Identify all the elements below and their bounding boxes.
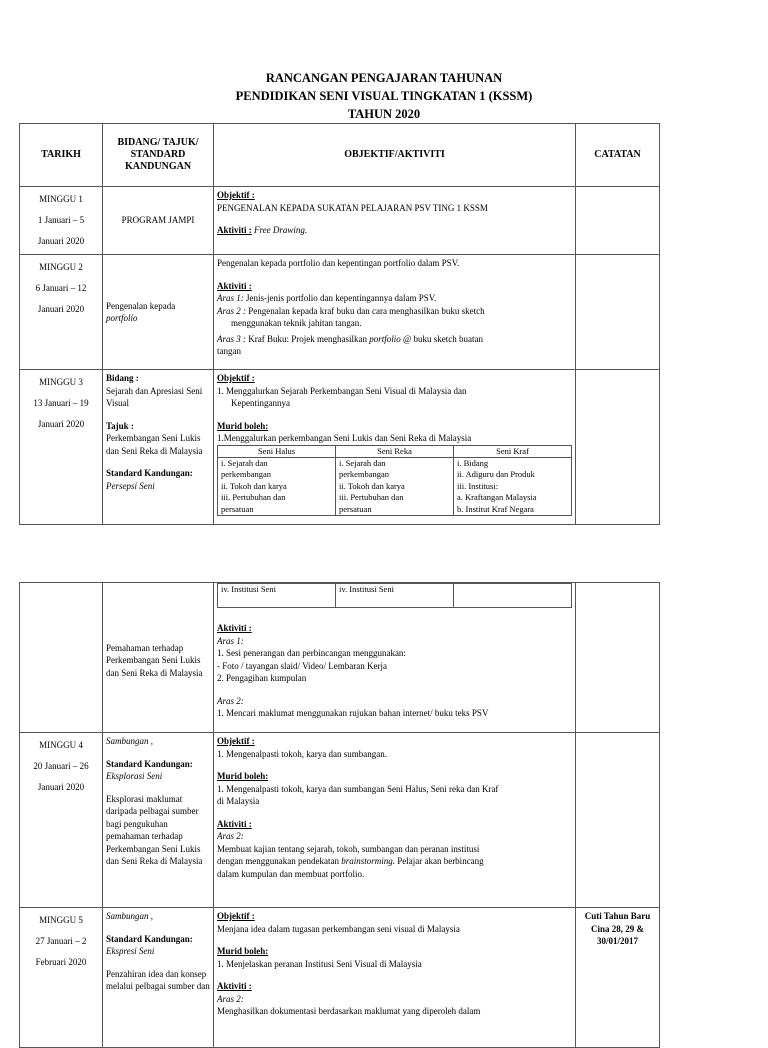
week4-objective-text: 1. Mengenalpasti tokoh, karya dan sumbangan. <box>217 748 387 759</box>
week3-tajuk-label: Tajuk : <box>106 420 134 431</box>
week1-bidang-cell <box>103 187 214 255</box>
week3-sk-text: Persepsi Seni <box>106 480 155 491</box>
week5-murid-text: 1. Menjelaskan peranan Institusi Seni Visual di Malaysia <box>217 958 422 969</box>
week4-date-end: Januari 2020 <box>37 782 85 792</box>
week3-date-end: Januari 2020 <box>37 419 85 429</box>
week2-bidang-text: Pengenalan kepada <box>106 300 176 311</box>
list-item: perkembangan <box>339 469 390 479</box>
week1-date-cell <box>20 187 103 255</box>
week4-activity-b <box>217 855 572 868</box>
week4-murid-b: di Malaysia <box>217 796 260 806</box>
list-item: persatuan <box>221 503 254 514</box>
week4-date-start: 20 Januari – 26 <box>33 761 89 771</box>
week2-aras2-label: Aras 2 : <box>217 305 246 316</box>
week1-label: MINGGU 1 <box>39 194 83 204</box>
week3-label: MINGGU 3 <box>39 377 83 387</box>
table-header-row <box>20 124 660 187</box>
week1-objective-cell <box>214 187 576 255</box>
list-item: a. Kraftangan Malaysia <box>457 492 537 502</box>
week2-date-cell <box>20 255 103 370</box>
col-header-catatan: CATATAN <box>576 124 660 187</box>
week3-objective-cell <box>214 370 576 525</box>
week4-sambungan: Sambungan , <box>106 736 153 746</box>
subtable-halus-cont: iv. Institusi Seni <box>218 584 336 608</box>
week3-tajuk-text: Perkembangan Seni Lukis dan Seni Reka di Malaysia <box>106 433 203 456</box>
week3c-activity-label: Aktiviti : <box>217 623 252 633</box>
week4-activity-a: Membuat kajian tentang sejarah, tokoh, sumbangan dan peranan institusi <box>217 843 480 854</box>
week2-label: MINGGU 2 <box>39 262 83 272</box>
subtable-halus-cell <box>218 457 336 516</box>
week1-activity <box>217 224 572 237</box>
col-header-tarikh: TARIKH <box>20 124 103 187</box>
list-item: i. Sejarah dan <box>221 457 268 468</box>
week3-subtable <box>217 445 572 517</box>
list-item: ii. Tokoh dan karya <box>221 480 287 491</box>
week2-aras3 <box>217 333 572 346</box>
week4-murid-a: 1. Mengenalpasti tokoh, karya dan sumbangan Seni Halus, Seni reka dan Kraf <box>217 783 499 794</box>
week4-activity-label: Aktiviti : <box>217 818 252 829</box>
list-item: iii. Pertubuhan dan <box>221 492 286 502</box>
list-item: i. Sejarah dan <box>339 457 386 468</box>
week1-activity-text: Free Drawing. <box>254 225 308 235</box>
week3-bidang-label: Bidang : <box>106 373 139 383</box>
week2-activity-label: Aktiviti : <box>217 280 252 291</box>
week1-objective-text: PENGENALAN KEPADA SUKATAN PELAJARAN PSV TING 1 KSSM <box>217 202 488 213</box>
week2-aras3-label: Aras 3 : <box>217 333 246 344</box>
week2-aras2-text-cont: menggunakan teknik jahitan tangan. <box>231 318 362 328</box>
week5-sambungan: Sambungan , <box>106 911 153 921</box>
week5-notes-cell <box>576 908 660 1048</box>
list-item: iii. Institusi: <box>457 480 499 491</box>
week4-date-cell <box>20 733 103 908</box>
lesson-plan-table-page2 <box>19 582 660 1048</box>
week3-date-cell <box>20 370 103 525</box>
week5-aras2-label: Aras 2: <box>217 993 244 1004</box>
week3c-bidang-text: Pemahaman terhadap Perkembangan Seni Lukis dan Seni Reka di Malaysia <box>106 642 203 678</box>
week3-date-start: 13 Januari – 19 <box>33 398 89 408</box>
week5-murid-label: Murid boleh: <box>217 946 269 956</box>
week4-activity-b1: dengan menggunakan pendekatan <box>217 856 342 866</box>
week2-aras1 <box>217 292 572 305</box>
week5-activity-text: Menghasilkan dokumentasi berdasarkan maklumat yang diperoleh dalam <box>217 1006 481 1016</box>
week2-aras3-text: Kraf Buku: Projek menghasilkan <box>246 333 370 344</box>
week2-bidang-portfolio: portfolio <box>106 313 138 323</box>
week5-desc: Penzahiran idea dan konsep melalui pelbagai sumber dan <box>106 968 210 991</box>
table-row-week5 <box>20 908 660 1048</box>
week4-notes-cell <box>576 733 660 908</box>
week5-date-cell <box>20 908 103 1048</box>
week1-bidang: PROGRAM JAMPI <box>121 215 195 226</box>
week1-date-end: Januari 2020 <box>37 236 85 246</box>
week3c-notes-cell <box>576 583 660 733</box>
week5-objective-text: Menjana idea dalam tugasan perkembangan seni visual di Malaysia <box>217 923 460 934</box>
week4-objective-cell <box>214 733 576 908</box>
week3-sk-label: Standard Kandungan: <box>106 468 193 478</box>
week4-label: MINGGU 4 <box>39 740 83 750</box>
doc-title-year: TAHUN 2020 <box>347 107 421 121</box>
week4-activity-b2: Pelajar akan berbincang <box>394 856 484 866</box>
subtable-reka-cont: iv. Institusi Seni <box>336 584 454 608</box>
week2-aras3-text-b: @ buku sketch buatan <box>400 333 484 344</box>
week3c-date-cell <box>20 583 103 733</box>
week5-catatan: Cuti Tahun Baru Cina 28, 29 & 30/01/2017 <box>584 911 651 946</box>
week3-murid-text: 1.Menggalurkan perkembangan Seni Lukis dan Seni Reka di Malaysia <box>217 433 472 443</box>
week3-objective-label: Objektif : <box>217 373 255 383</box>
table-row-week3 <box>20 370 660 525</box>
week5-date-start: 27 Januari – 2 <box>35 936 87 946</box>
week5-sk-label: Standard Kandungan: <box>106 933 193 944</box>
week4-sk-text: Eksplorasi Seni <box>106 771 163 781</box>
week3c-aras1-l1: 1. Sesi penerangan dan perbincangan menggunakan: <box>217 648 406 658</box>
week2-aras3-portfolio: portfolio <box>369 333 401 344</box>
week5-label: MINGGU 5 <box>39 915 83 925</box>
week5-activity-label: Aktiviti : <box>217 981 252 991</box>
week4-desc: Eksplorasi maklumat daripada pelbagai sumber bagi pengukuhan pemahaman terhadap Perkembangan Seni Lukis dan Seni Reka di Malaysia <box>106 793 203 866</box>
list-item: iii. Pertubuhan dan <box>339 492 404 502</box>
week4-objective-label: Objektif : <box>217 736 255 746</box>
week2-objective-cell <box>214 255 576 370</box>
week4-aras2-label: Aras 2: <box>217 831 244 841</box>
week1-objective-label: Objektif : <box>217 190 255 200</box>
week3-murid-label: Murid boleh: <box>217 420 269 431</box>
lesson-plan-table-page1 <box>19 123 660 525</box>
list-item: persatuan <box>339 503 372 514</box>
week5-date-end: Februari 2020 <box>35 957 87 967</box>
table-row-week3-continued <box>20 583 660 733</box>
week4-sk-label: Standard Kandungan: <box>106 758 193 769</box>
list-item: ii. Adiguru dan Produk <box>457 469 535 479</box>
week3c-aras1-l3: 2. Pengagihan kumpulan <box>217 673 307 683</box>
week1-notes-cell <box>576 187 660 255</box>
week2-bidang-cell <box>103 255 214 370</box>
week3-bidang-text: Sejarah dan Apresiasi Seni Visual <box>106 385 203 408</box>
week2-date-end: Januari 2020 <box>37 304 85 314</box>
week3-objective-b: Kepentingannya <box>231 398 290 408</box>
table-row-week2 <box>20 255 660 370</box>
col-header-bidang: BIDANG/ TAJUK/ STANDARD KANDUNGAN <box>103 124 214 187</box>
week4-bidang-cell <box>103 733 214 908</box>
week2-aras3-text-c: tangan <box>217 346 241 356</box>
subtable-reka-cell <box>336 457 454 516</box>
col-header-objektif: OBJEKTIF/AKTIVITI <box>214 124 576 187</box>
table-row-week1 <box>20 187 660 255</box>
week3c-aras2-l1: 1. Mencari maklumat menggunakan rujukan bahan internet/ buku teks PSV <box>217 708 489 718</box>
list-item: b. Institut Kraf Negara <box>457 503 534 514</box>
week2-date-start: 6 Januari – 12 <box>35 283 87 293</box>
doc-title-line1: RANCANGAN PENGAJARAN TAHUNAN <box>265 71 503 85</box>
week2-aras2-text: Pengenalan kepada kraf buku dan cara menghasilkan buku sketch <box>246 305 485 316</box>
week5-objective-cell <box>214 908 576 1048</box>
week1-activity-label: Aktiviti : <box>217 225 252 235</box>
week3-bidang-cell <box>103 370 214 525</box>
week3c-subtable <box>217 583 572 608</box>
week5-bidang-cell <box>103 908 214 1048</box>
subtable-header-kraf: Seni Kraf <box>454 445 572 457</box>
list-item: i. Bidang <box>457 457 489 468</box>
week4-activity-brainstorming: brainstorming. <box>341 856 395 866</box>
week3c-aras1-l2: - Foto / tayangan slaid/ Video/ Lembaran Kerja <box>217 660 387 671</box>
week5-objective-label: Objektif : <box>217 911 255 921</box>
week3-notes-cell <box>576 370 660 525</box>
week2-aras1-text: Jenis-jenis portfolio dan kepentingannya dalam PSV. <box>243 293 437 303</box>
subtable-header-reka: Seni Reka <box>336 445 454 457</box>
list-item: ii. Tokoh dan karya <box>339 480 405 491</box>
week3c-aras1-label: Aras 1: <box>217 635 244 646</box>
week5-sk-text: Ekspresi Seni <box>106 946 155 956</box>
week2-notes-cell <box>576 255 660 370</box>
list-item: perkembangan <box>221 469 272 479</box>
week2-intro: Pengenalan kepada portfolio dan kepentingan portfolio dalam PSV. <box>217 258 460 268</box>
subtable-header-halus: Seni Halus <box>218 445 336 457</box>
subtable-kraf-cell <box>454 457 572 516</box>
subtable-kraf-cont <box>454 584 572 608</box>
doc-title-line2: PENDIDIKAN SENI VISUAL TINGKATAN 1 (KSSM) <box>235 89 533 103</box>
week3c-bidang-cell <box>103 583 214 733</box>
week3c-aras2-label: Aras 2: <box>217 695 244 706</box>
week4-activity-c: dalam kumpulan dan membuat portfolio. <box>217 868 365 879</box>
week2-aras2 <box>217 305 572 318</box>
week2-aras1-label: Aras 1: <box>217 293 244 303</box>
week1-date-start: 1 Januari – 5 <box>37 215 85 225</box>
week3-objective-a: 1. Menggalurkan Sejarah Perkembangan Seni Visual di Malaysia dan <box>217 385 467 396</box>
week3c-activity-cell <box>214 583 576 733</box>
table-row-week4 <box>20 733 660 908</box>
week4-murid-label: Murid boleh: <box>217 771 269 781</box>
